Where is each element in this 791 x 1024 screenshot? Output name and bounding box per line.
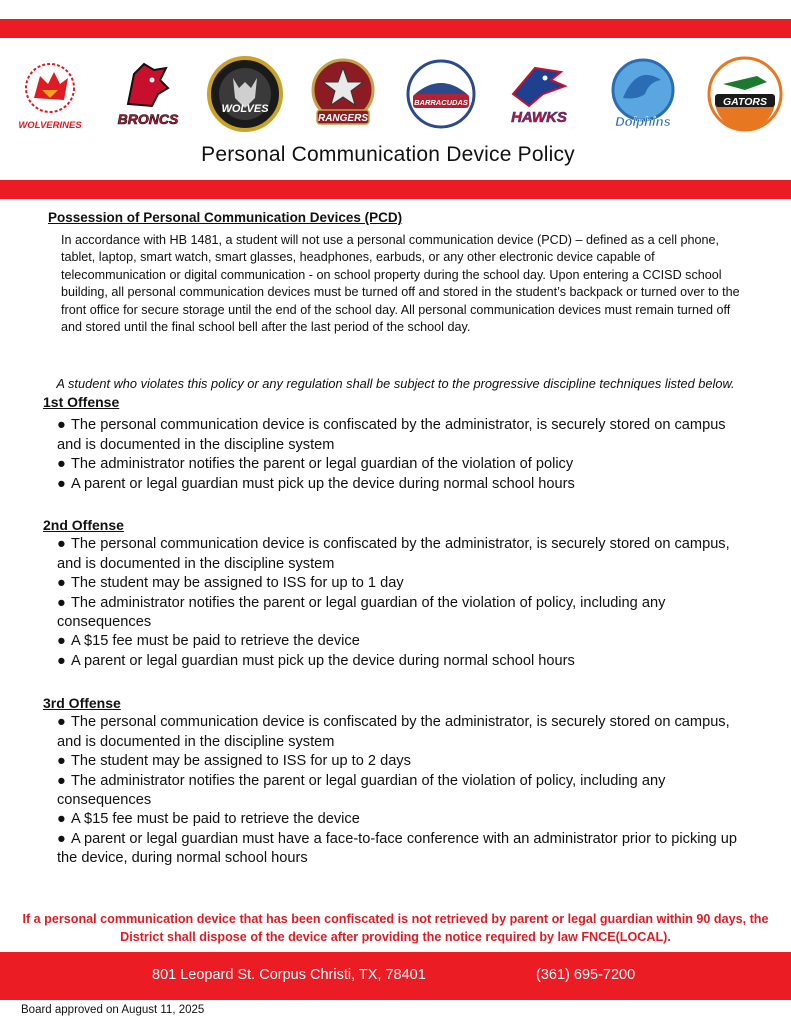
bullet-icon: ● — [57, 633, 66, 650]
offense-2 — [43, 516, 743, 671]
offense-3 — [43, 694, 743, 869]
barracudas-logo — [401, 54, 481, 134]
bullet-icon: ● — [57, 714, 66, 731]
barracudas-logo-text: BARRACUDAS — [414, 98, 468, 107]
possession-heading: Possession of Personal Communication Devices (PCD) — [48, 210, 403, 225]
footer-address: 801 Leopard St. Corpus Christi, TX, 78401 — [152, 967, 426, 983]
wolverines-logo — [10, 54, 90, 134]
possession-body: In accordance with HB 1481, a student will not use a personal communication device (PCD) – defined as a cell phone, tablet, laptop, smart watch, smart glasses, headphones, earbuds, or any other electronic device capable of telecommunication or digital communication - on school property during the school day. Upon entering a CCISD school building, all personal communication devices must be turned off and stored in the student’s backpack or turned over to the front office for secure storage until the end of the school day. All personal communication devices must remain turned off and stored until the final school bell after the last period of the school day. — [61, 233, 740, 335]
list-item: ● A parent or legal guardian must pick up the device during normal school hours — [57, 652, 743, 671]
bullet-icon: ● — [57, 594, 66, 611]
bullet-icon: ● — [57, 811, 66, 828]
offense-title: 1st Offense — [43, 394, 120, 410]
school-logos-row — [10, 54, 785, 134]
bullet-icon: ● — [57, 830, 66, 847]
bullet-icon: ● — [57, 575, 66, 592]
list-item: ● The personal communication device is confiscated by the administrator, is securely stored on campus, and is documented in the discipline system — [57, 714, 730, 750]
bullet-icon: ● — [57, 417, 66, 434]
bullet-icon: ● — [57, 475, 66, 492]
list-item: ● A parent or legal guardian must have a face-to-face conference with an administrator prior to picking up the device, during normal school hours — [57, 830, 738, 867]
wolverines-logo-text: WOLVERINES — [18, 120, 82, 131]
hawks-logo — [499, 54, 579, 134]
list-item: ● A $15 fee must be paid to retrieve the device — [57, 810, 743, 829]
offense-title: 3rd Offense — [43, 695, 121, 711]
list-item: ● The personal communication device is confiscated by the administrator, is securely stored on campus and is documented in the discipline system — [57, 417, 726, 453]
offense-title: 2nd Offense — [43, 517, 124, 533]
list-item: ● A $15 fee must be paid to retrieve the device — [57, 632, 743, 651]
footer-phone: (361) 695-7200 — [536, 967, 636, 983]
wolves-logo — [205, 54, 285, 134]
gators-logo-text: GATORS — [723, 96, 767, 108]
footer-bar — [0, 952, 791, 1000]
bullet-icon: ● — [57, 652, 66, 669]
top-red-bar — [0, 19, 791, 38]
broncs-logo — [108, 54, 188, 134]
dolphins-logo-text: Dolphins — [615, 114, 671, 129]
wolves-logo-text: WOLVES — [221, 103, 269, 115]
bullet-icon: ● — [57, 456, 66, 473]
board-approval-date: Board approved on August 11, 2025 — [21, 1004, 205, 1016]
list-item: ● The administrator notifies the parent or legal guardian of the violation of policy — [57, 455, 743, 474]
list-item: ● A parent or legal guardian must pick up the device during normal school hours — [57, 475, 743, 494]
hawks-logo-text: HAWKS — [511, 109, 567, 126]
broncs-logo-text: BRONCS — [117, 111, 179, 127]
page-title: Personal Communication Device Policy — [201, 143, 575, 166]
gators-logo — [705, 54, 785, 134]
list-item: ● The administrator notifies the parent or legal guardian of the violation of policy, including any consequences — [57, 772, 666, 809]
bullet-icon: ● — [57, 753, 66, 770]
list-item: ● The personal communication device is confiscated by the administrator, is securely stored on campus, and is documented in the discipline system — [57, 536, 730, 572]
dolphins-logo — [603, 54, 683, 134]
list-item: ● The administrator notifies the parent or legal guardian of the violation of policy, including any consequences — [57, 594, 666, 631]
disposal-notice: If a personal communication device that has been confiscated is not retrieved by parent or legal guardian within 90 days, the District shall dispose of the device after providing the notice required by law FNCE(LOCAL). — [22, 912, 769, 945]
bullet-icon: ● — [57, 772, 66, 789]
bullet-icon: ● — [57, 536, 66, 553]
rangers-logo-text: RANGERS — [317, 113, 369, 124]
list-item: ● The student may be assigned to ISS for up to 2 days — [57, 752, 743, 771]
offense-1 — [43, 393, 743, 494]
mid-red-bar — [0, 180, 791, 199]
discipline-warning: A student who violates this policy or any regulation shall be subject to the progressive discipline techniques listed below. — [56, 376, 735, 391]
rangers-logo — [303, 54, 383, 134]
list-item: ● The student may be assigned to ISS for up to 1 day — [57, 574, 743, 593]
